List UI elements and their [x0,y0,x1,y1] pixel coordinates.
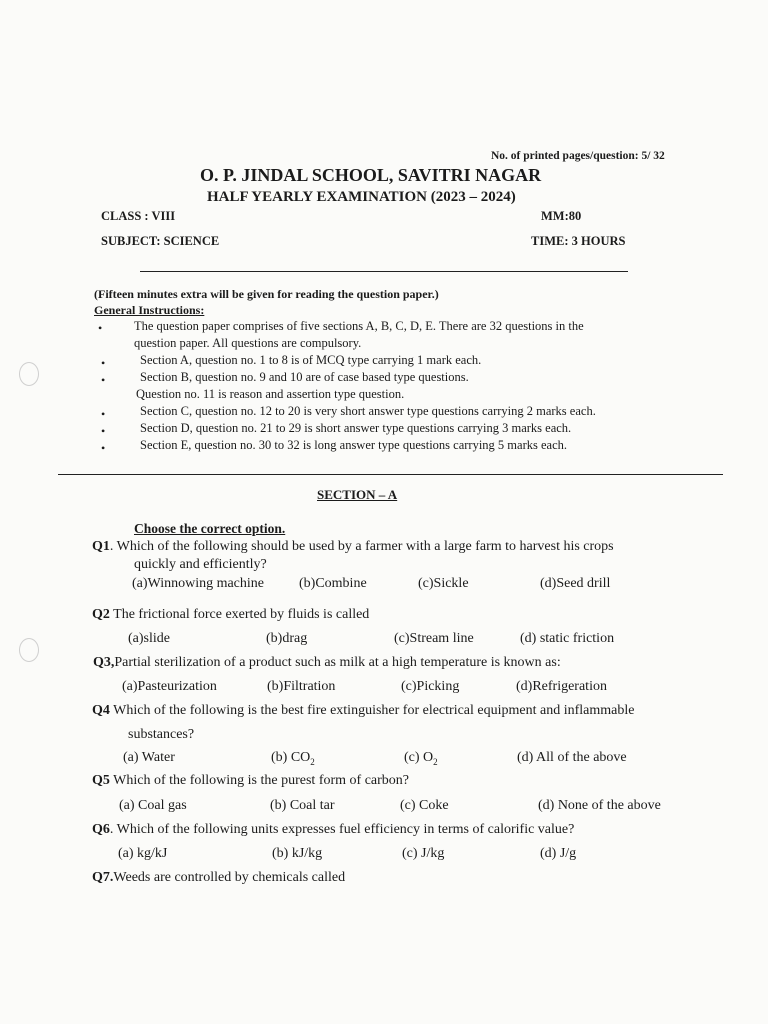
choose-option-heading: Choose the correct option. [134,521,286,536]
question-1-line-2: quickly and efficiently? [134,557,267,572]
question-6: Q6. Which of the following units expresses fuel efficiency in terms of calorific value? [92,822,575,837]
bullet-icon: • [98,321,103,335]
q5-option-d: (d) None of the above [538,798,661,813]
question-4-line-2: substances? [128,727,195,742]
printed-pages-note: No. of printed pages/question: 5/ 32 [491,150,665,162]
q4-option-d: (d) All of the above [517,750,627,765]
q1-option-b: (b)Combine [299,576,367,591]
section-a-title: SECTION – A [317,487,398,502]
q3-option-d: (d)Refrigeration [516,679,607,694]
bullet-icon: • [101,356,106,370]
instruction-item: question paper. All questions are compulsory. [134,336,362,350]
question-3: Q3,Partial sterilization of a product such as milk at a high temperature is known as: [93,655,561,670]
reading-time-note: (Fifteen minutes extra will be given for reading the question paper.) [94,287,439,301]
q6-option-d: (d) J/g [540,846,577,861]
instructions-heading: General Instructions: [94,303,205,317]
q5-option-a: (a) Coal gas [119,798,187,813]
instruction-item: Section A, question no. 1 to 8 is of MCQ type carrying 1 mark each. [140,353,482,367]
subject-label: SUBJECT: SCIENCE [101,234,220,248]
question-4: Q4 Which of the following is the best fire extinguisher for electrical equipment and inflammable [92,703,635,718]
punch-hole-top [19,362,39,386]
q1-option-c: (c)Sickle [418,576,469,591]
q2-option-d: (d) static friction [520,631,615,646]
instruction-item: The question paper comprises of five sections A, B, C, D, E. There are 32 questions in the [134,319,584,333]
q1-option-a: (a)Winnowing machine [132,576,265,591]
question-1: Q1. Which of the following should be used by a farmer with a large farm to harvest his crops [92,539,614,554]
q2-option-a: (a)slide [128,631,170,646]
question-5: Q5 Which of the following is the purest form of carbon? [92,773,409,788]
q2-option-c: (c)Stream line [394,631,474,646]
class-label: CLASS : VIII [101,209,176,223]
section-divider [58,474,723,475]
header-divider [140,271,628,272]
exam-title: HALF YEARLY EXAMINATION (2023 – 2024) [207,189,516,205]
time-label: TIME: 3 HOURS [531,234,626,248]
max-marks: MM:80 [541,209,582,223]
q3-option-b: (b)Filtration [267,679,336,694]
bullet-icon: • [101,373,106,387]
q3-option-c: (c)Picking [401,679,460,694]
bullet-icon: • [101,424,106,438]
q5-option-b: (b) Coal tar [270,798,335,813]
q4-option-c: (c) $O_2$ [404,750,438,767]
instruction-item: Section D, question no. 21 to 29 is short answer type questions carrying 3 marks each. [140,421,572,435]
q5-option-c: (c) Coke [400,798,449,813]
q6-option-a: (a) kg/kJ [118,846,168,861]
q2-option-b: (b)drag [266,631,308,646]
q4-option-a: (a) Water [123,750,175,765]
school-name: O. P. JINDAL SCHOOL, SAVITRI NAGAR [200,165,542,185]
punch-hole-bottom [19,638,39,662]
instruction-item: Question no. 11 is reason and assertion type question. [136,387,405,401]
bullet-icon: • [101,441,106,455]
question-2: Q2 The frictional force exerted by fluids is called [92,607,370,622]
q1-option-d: (d)Seed drill [540,576,611,591]
instruction-item: Section C, question no. 12 to 20 is very short answer type questions carrying 2 marks each. [140,404,596,418]
bullet-icon: • [101,407,106,421]
q3-option-a: (a)Pasteurization [122,679,217,694]
question-7: Q7.Weeds are controlled by chemicals called [92,870,346,885]
q6-option-c: (c) J/kg [402,846,445,861]
instruction-item: Section B, question no. 9 and 10 are of case based type questions. [140,370,469,384]
q6-option-b: (b) kJ/kg [272,846,323,861]
q4-option-b: (b) $CO_2$ [271,750,315,767]
instruction-item: Section E, question no. 30 to 32 is long answer type questions carrying 5 marks each. [140,438,568,452]
